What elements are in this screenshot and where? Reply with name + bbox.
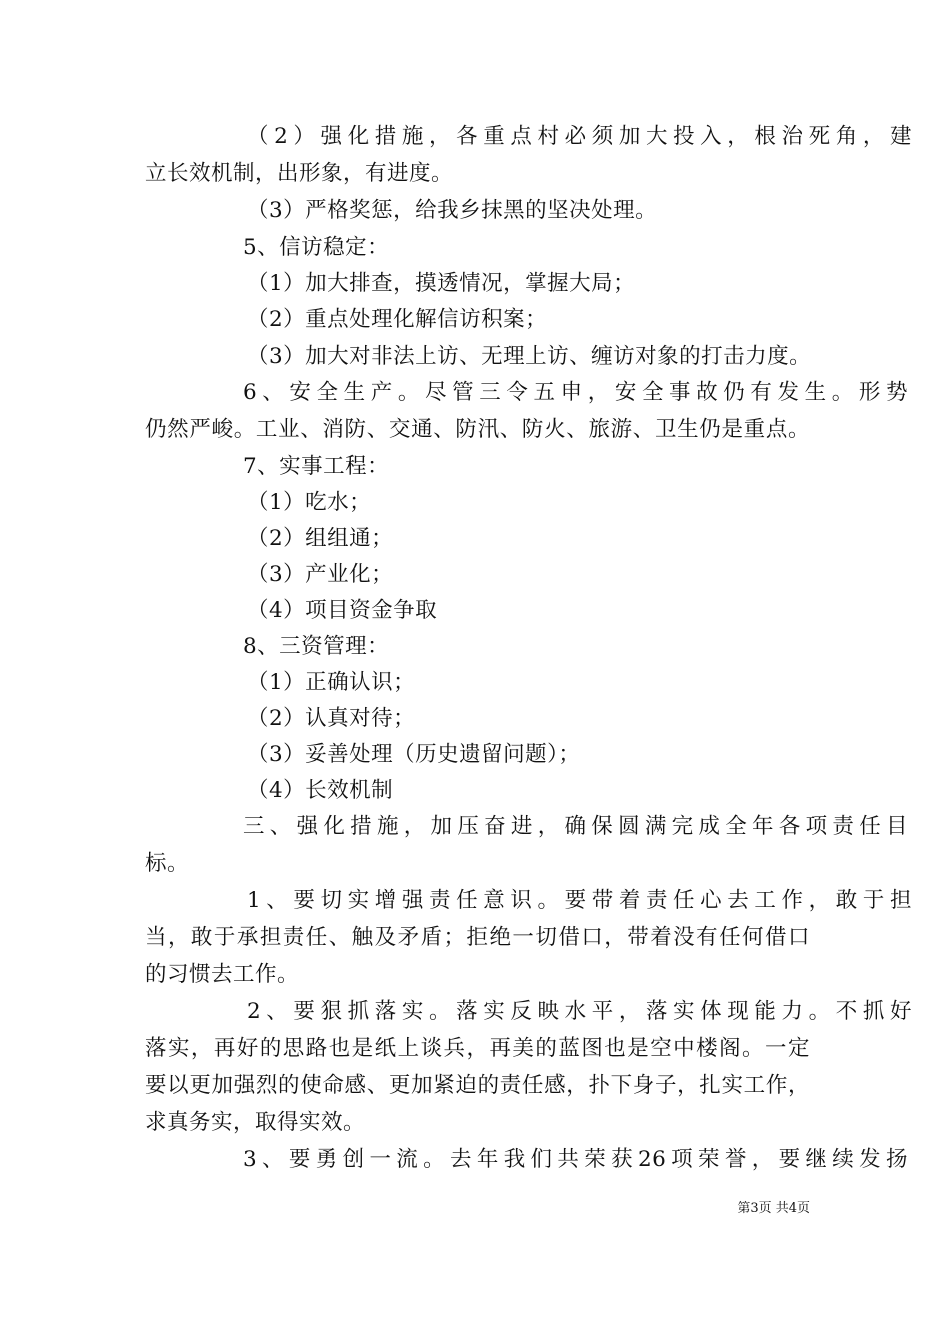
- text-line: （4）项目资金争取: [247, 598, 438, 623]
- text-line: 3、要勇创一流。去年我们共荣获26项荣誉，要继续发扬: [243, 1147, 908, 1172]
- page-number: 第3页 共4页: [737, 1201, 810, 1216]
- section-heading: 三、强化措施，加压奋进，确保圆满完成全年各项责任目: [243, 814, 908, 839]
- text-line: （2）重点处理化解信访积案；: [247, 307, 548, 332]
- text-line: 标。: [145, 851, 190, 876]
- text-line: 立长效机制，出形象，有进度。: [145, 161, 454, 186]
- section-heading: 8、三资管理：: [243, 634, 390, 659]
- text-line: （3）产业化；: [247, 562, 394, 587]
- text-line: （2）组组通；: [247, 526, 394, 551]
- text-line: 要以更加强烈的使命感、更加紧迫的责任感，扑下身子，扎实工作，: [145, 1073, 810, 1098]
- text-line: （3）严格奖惩，给我乡抹黑的坚决处理。: [247, 198, 658, 223]
- text-line: （3）妥善处理（历史遗留问题）；: [247, 742, 581, 767]
- text-line: 当，敢于承担责任、触及矛盾；拒绝一切借口，带着没有任何借口: [145, 925, 810, 950]
- text-line: 仍然严峻。工业、消防、交通、防汛、防火、旅游、卫生仍是重点。: [145, 417, 810, 442]
- text-line: 求真务实，取得实效。: [145, 1110, 366, 1135]
- text-line: 的习惯去工作。: [145, 962, 300, 987]
- text-line: （3）加大对非法上访、无理上访、缠访对象的打击力度。: [247, 344, 812, 369]
- text-line: 2、要狠抓落实。落实反映水平，落实体现能力。不抓好: [247, 999, 912, 1024]
- text-line: （1）正确认识；: [247, 670, 416, 695]
- section-heading: 7、实事工程：: [243, 454, 390, 479]
- text-line: 落实，再好的思路也是纸上谈兵，再美的蓝图也是空中楼阁。一定: [145, 1036, 810, 1061]
- text-line: （1）加大排查，摸透情况，掌握大局；: [247, 271, 636, 296]
- text-line: 6、安全生产。尽管三令五申，安全事故仍有发生。形势: [243, 380, 908, 405]
- text-line: （4）长效机制: [247, 778, 394, 803]
- text-line: （1）吃水；: [247, 490, 372, 515]
- text-line: （2）认真对待；: [247, 706, 416, 731]
- text-line: （2）强化措施，各重点村必须加大投入，根治死角，建: [247, 124, 912, 149]
- section-heading: 5、信访稳定：: [243, 235, 390, 260]
- text-line: 1、要切实增强责任意识。要带着责任心去工作，敢于担: [247, 888, 912, 913]
